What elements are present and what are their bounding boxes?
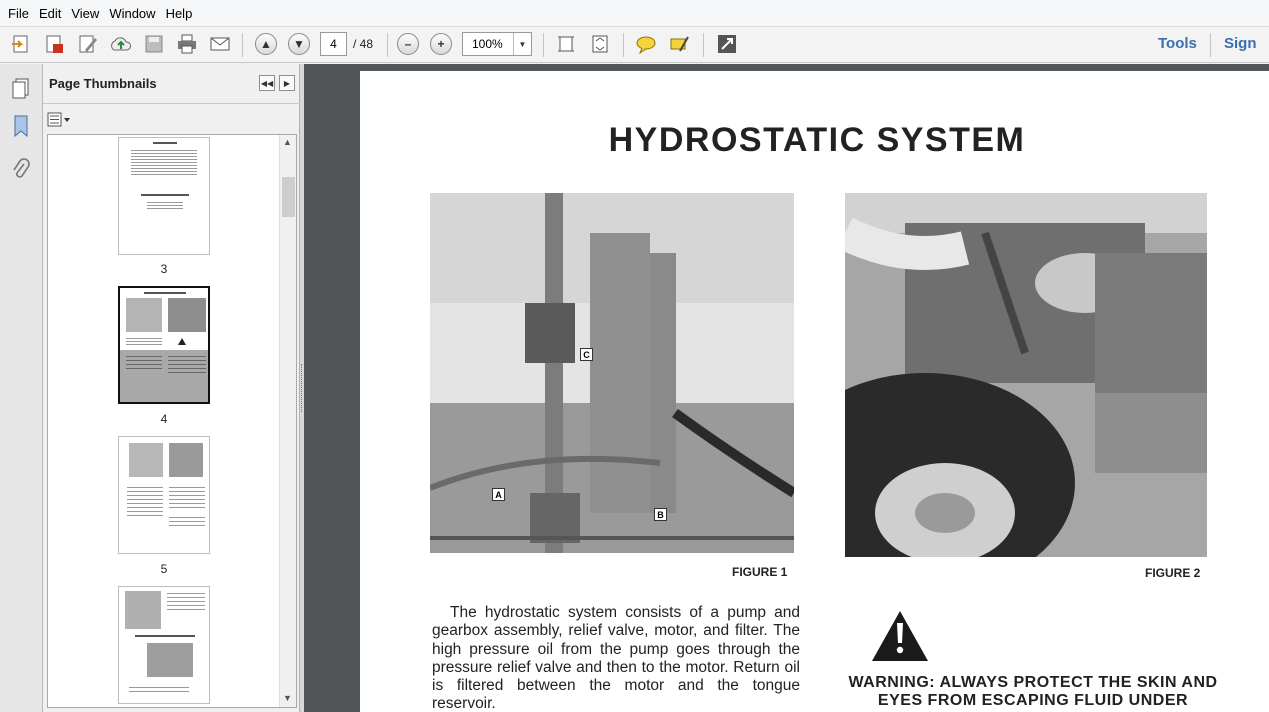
thumbnail-page-4[interactable] (118, 286, 210, 404)
highlight-icon[interactable] (666, 31, 692, 57)
navigation-pane-strip (0, 64, 43, 712)
thumbnail-scrollbar[interactable] (279, 135, 296, 707)
collapse-panel-icon[interactable]: ◀◀ (259, 75, 275, 91)
menu-edit[interactable]: Edit (38, 5, 62, 21)
upload-cloud-icon[interactable] (108, 31, 134, 57)
save-icon[interactable] (141, 31, 167, 57)
thumbnail-page-3[interactable] (118, 137, 210, 255)
expand-panel-icon[interactable]: ▶ (279, 75, 295, 91)
menu-bar (0, 0, 1269, 27)
panel-title: Page Thumbnails (49, 76, 157, 91)
thumbnail-options-button[interactable] (47, 110, 73, 130)
arrow-up-icon: ▲ (255, 33, 277, 55)
thumbnail-list[interactable] (47, 134, 297, 708)
scrollbar-thumb[interactable] (282, 177, 295, 217)
scroll-mode-icon[interactable] (553, 31, 579, 57)
next-page-button[interactable] (286, 31, 312, 57)
minus-icon: – (397, 33, 419, 55)
menu-file[interactable]: File (8, 5, 29, 21)
email-icon[interactable] (207, 31, 233, 57)
thumbnail-label: 3 (160, 262, 168, 276)
warning-text: WARNING: ALWAYS PROTECT THE SKIN AND EYES FROM ESCAPING FLUID UNDER (848, 674, 1218, 709)
panel-header (43, 64, 300, 104)
document-page (360, 71, 1269, 712)
figure-2-caption: FIGURE 2 (1145, 566, 1201, 580)
fullscreen-icon[interactable] (714, 31, 740, 57)
scroll-down-icon[interactable]: ▼ (283, 693, 292, 703)
arrow-down-icon: ▼ (288, 33, 310, 55)
plus-icon: + (430, 33, 452, 55)
menu-help[interactable]: Help (165, 5, 193, 21)
options-menu-icon (47, 112, 71, 128)
open-icon[interactable] (8, 31, 34, 57)
callout-b: B (654, 508, 667, 521)
menu-window[interactable]: Window (109, 5, 156, 21)
callout-c: C (580, 348, 593, 361)
bookmarks-icon[interactable] (8, 112, 34, 140)
page-total: / 48 (353, 37, 374, 51)
figure-2-photo (845, 193, 1207, 557)
toolbar (0, 27, 1269, 63)
zoom-select[interactable] (462, 32, 532, 56)
page-number-input[interactable] (320, 32, 347, 56)
page-thumbnails-icon[interactable] (8, 74, 34, 102)
attachments-icon[interactable] (8, 156, 34, 184)
document-viewer[interactable] (304, 64, 1269, 712)
create-pdf-icon[interactable] (41, 31, 67, 57)
zoom-value: 100% (472, 37, 503, 51)
thumbnail-page-6[interactable] (118, 586, 210, 704)
comment-icon[interactable] (633, 31, 659, 57)
figure-1-caption: FIGURE 1 (732, 565, 788, 579)
thumbnails-panel (43, 64, 300, 712)
zoom-out-button[interactable] (395, 31, 421, 57)
fit-page-icon[interactable] (587, 31, 613, 57)
warning-icon (870, 609, 930, 663)
body-paragraph: The hydrostatic system consists of a pump and gearbox assembly, relief valve, motor, and filter. The high pressure oil from the pump goes through the pressure relief valve and then to the motor. Return oil is filtered between the motor and the tongue reservoir. (432, 604, 800, 712)
sign-button[interactable]: Sign (1224, 35, 1257, 52)
thumbnail-page-5[interactable] (118, 436, 210, 554)
figure-1-photo (430, 193, 794, 553)
scroll-up-icon[interactable]: ▲ (283, 137, 292, 147)
tools-button[interactable]: Tools (1158, 35, 1197, 52)
menu-view[interactable]: View (71, 5, 100, 21)
zoom-in-button[interactable] (428, 31, 454, 57)
print-icon[interactable] (174, 31, 200, 57)
chevron-down-icon[interactable]: ▼ (513, 33, 531, 55)
previous-page-button[interactable] (253, 31, 279, 57)
page-title: HYDROSTATIC SYSTEM (608, 121, 1026, 159)
thumbnail-label: 4 (160, 412, 168, 426)
edit-pdf-icon[interactable] (75, 31, 101, 57)
thumbnail-label: 5 (160, 562, 168, 576)
callout-a: A (492, 488, 505, 501)
